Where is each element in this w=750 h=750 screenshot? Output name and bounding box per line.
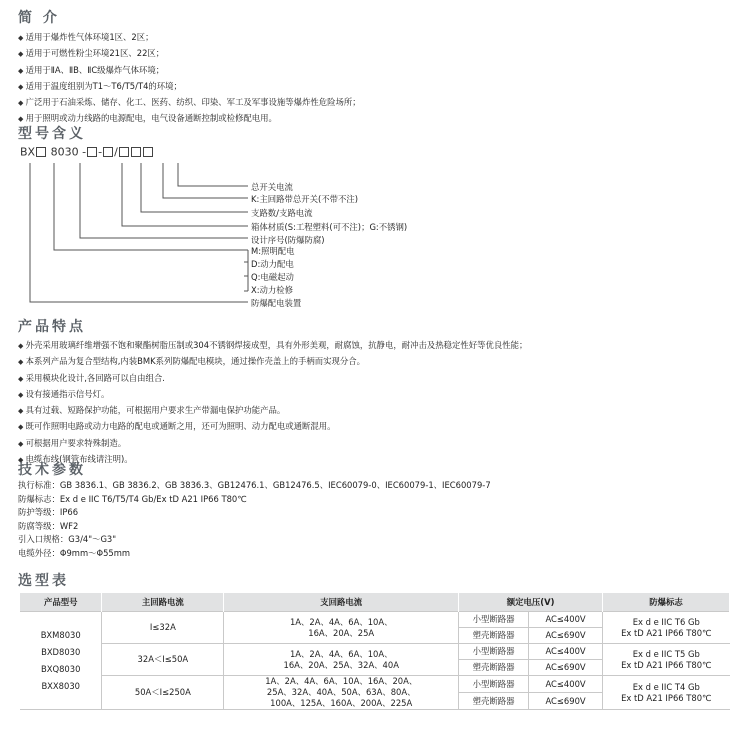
branch-line: 100A、125A、160A、200A、225A: [270, 698, 413, 708]
header-explosion-mark: 防爆标志: [603, 593, 730, 612]
diagram-label: 防爆配电装置: [251, 298, 302, 308]
branch-current-cell: [224, 612, 459, 644]
mark-line: Ex tD A21 IP66 T80℃: [621, 627, 712, 638]
list-item: ◆ 用于照明或动力线路的电源配电，电气设备通断控制或检修配电用。: [18, 111, 361, 127]
model-prefix: BX: [20, 145, 36, 159]
table-row: [20, 676, 730, 693]
main-current-cell: I≤32A: [102, 612, 224, 644]
list-item: ◆ 既可作照明电路或动力电路的配电或通断之用，还可为照明、动力配电或通断混用。: [18, 419, 527, 435]
mark-line: Ex d e IIC T5 Gb: [632, 648, 700, 659]
mark-line: Ex tD A21 IP66 T80℃: [621, 659, 712, 670]
list-item: ◆ 采用模块化设计,各回路可以自由组合.: [18, 371, 527, 387]
model-list-cell: [20, 612, 102, 710]
voltage-cell: AC≤690V: [529, 693, 603, 710]
list-item: ◆ 外壳采用玻璃纤维增强不饱和聚酯树脂压制或304不锈钢焊接成型，具有外形美观，耐腐蚀，抗静电，耐冲击及热稳定性好等优良性能；: [18, 338, 527, 354]
breaker-type-cell: 小型断路器: [459, 612, 529, 628]
explosion-mark-cell: [603, 644, 730, 676]
voltage-cell: AC≤400V: [529, 612, 603, 628]
branch-line: 1A、2A、4A、6A、10A、16A、20A、: [265, 676, 418, 686]
header-main-current: 主回路电流: [102, 593, 224, 612]
spec-item: 电缆外径：Φ9mm～Φ55mm: [18, 547, 131, 558]
list-item: ◆ 本系列产品为复合型结构,内装BMK系列防爆配电模块，通过操作壳盖上的手柄而实现分合。: [18, 354, 527, 370]
selection-title: 选型表: [18, 573, 69, 589]
selection-table: [20, 593, 730, 710]
branch-line: 1A、2A、4A、6A、10A、: [289, 648, 393, 659]
voltage-cell: AC≤690V: [529, 628, 603, 644]
list-item: ◆ 可根据用户要求特殊制造。: [18, 436, 527, 452]
branch-line: 16A、20A、25A、32A、40A: [283, 659, 399, 670]
header-branch-current: 支回路电流: [224, 593, 459, 612]
diagram-label: D:动力配电: [251, 259, 294, 269]
breaker-type-cell: 塑壳断路器: [459, 693, 529, 710]
breaker-type-cell: 塑壳断路器: [459, 660, 529, 676]
model-dash: -: [82, 145, 87, 159]
breaker-type-cell: 塑壳断路器: [459, 628, 529, 644]
list-item: ◆ 设有接通指示信号灯。: [18, 387, 527, 403]
list-item: ◆ 广泛用于石油采炼、储存、化工、医药、纺织、印染、军工及军事设施等爆炸性危险场所；: [18, 95, 361, 111]
model-title: 型号含义: [18, 126, 86, 142]
table-header-row: [20, 593, 730, 612]
list-item: ◆ 适用于温度组别为T1～T6/T5/T4的环境；: [18, 79, 361, 95]
table-row: [20, 612, 730, 628]
diagram-label: X:动力检修: [251, 285, 294, 295]
diagram-label: M:照明配电: [251, 246, 295, 256]
list-item: ◆ 具有过载、短路保护功能，可根据用户要求生产带漏电保护功能产品。: [18, 403, 527, 419]
branch-line: 16A、20A、25A: [308, 627, 375, 638]
branch-line: 25A、32A、40A、50A、63A、80A、: [266, 687, 416, 697]
branch-current-cell: [224, 676, 459, 710]
voltage-cell: AC≤400V: [529, 676, 603, 693]
main-current-cell: 50A＜I≤250A: [102, 676, 224, 710]
model-name: BXM8030: [40, 629, 81, 640]
mark-line: Ex d e IIC T4 Gb: [632, 681, 700, 692]
list-item: ◆ 适用于爆炸性气体环境1区、2区；: [18, 30, 361, 46]
breaker-type-cell: 小型断路器: [459, 644, 529, 660]
list-item: ◆ 适用于可燃性粉尘环境21区、22区；: [18, 46, 361, 62]
diagram-label: 设计序号(防爆防腐): [251, 235, 325, 245]
features-list: [18, 338, 527, 468]
header-voltage: 额定电压(V): [459, 593, 603, 612]
spec-item: 引入口规格：G3/4"～G3": [18, 534, 117, 545]
voltage-cell: AC≤400V: [529, 644, 603, 660]
diagram-label: K:主回路带总开关(不带不注): [251, 194, 358, 204]
list-item: ◆ 适用于ⅡA、ⅡB、ⅡC级爆炸气体环境；: [18, 63, 361, 79]
spec-item: 执行标准：GB 3836.1、GB 3836.2、GB 3836.3、GB12476.1、GB12476.5、IEC60079-0、IEC60079-1、IEC60079-7: [18, 480, 491, 490]
branch-current-cell: [224, 644, 459, 676]
model-name: BXQ8030: [41, 663, 81, 674]
header-model: 产品型号: [20, 593, 102, 612]
mark-line: Ex d e IIC T6 Gb: [632, 616, 700, 627]
diagram-label: 总开关电流: [251, 182, 293, 192]
mark-line: Ex tD A21 IP66 T80℃: [621, 692, 712, 703]
explosion-mark-cell: [603, 612, 730, 644]
model-dash: -: [98, 145, 103, 159]
branch-line: 1A、2A、4A、6A、10A、: [289, 616, 393, 627]
voltage-cell: AC≤690V: [529, 660, 603, 676]
spec-item: 防腐等级：WF2: [18, 520, 79, 531]
explosion-mark-cell: [603, 676, 730, 710]
model-slash: /: [114, 145, 118, 159]
spec-item: 防爆标志：Ex d e IIC T6/T5/T4 Gb/Ex tD A21 IP66 T80℃: [18, 493, 247, 504]
table-row: [20, 644, 730, 660]
main-current-cell: 32A＜I≤50A: [102, 644, 224, 676]
diagram-label: Q:电磁起动: [251, 272, 294, 282]
breaker-type-cell: 小型断路器: [459, 676, 529, 693]
model-name: BXX8030: [41, 680, 80, 691]
tech-title: 技术参数: [18, 462, 86, 478]
spec-item: 防护等级：IP66: [18, 507, 79, 518]
model-name: BXD8030: [41, 646, 81, 657]
diagram-label: 支路数/支路电流: [251, 208, 313, 218]
list-item: ◆ 电缆布线(钢管布线请注明)。: [18, 452, 527, 468]
model-series: 8030: [50, 145, 79, 159]
diagram-label: 箱体材质(S:工程塑料(可不注)；G:不锈钢): [251, 222, 408, 232]
features-title: 产品特点: [18, 319, 86, 335]
tech-list: [18, 479, 491, 561]
intro-title: 简 介: [18, 10, 60, 26]
